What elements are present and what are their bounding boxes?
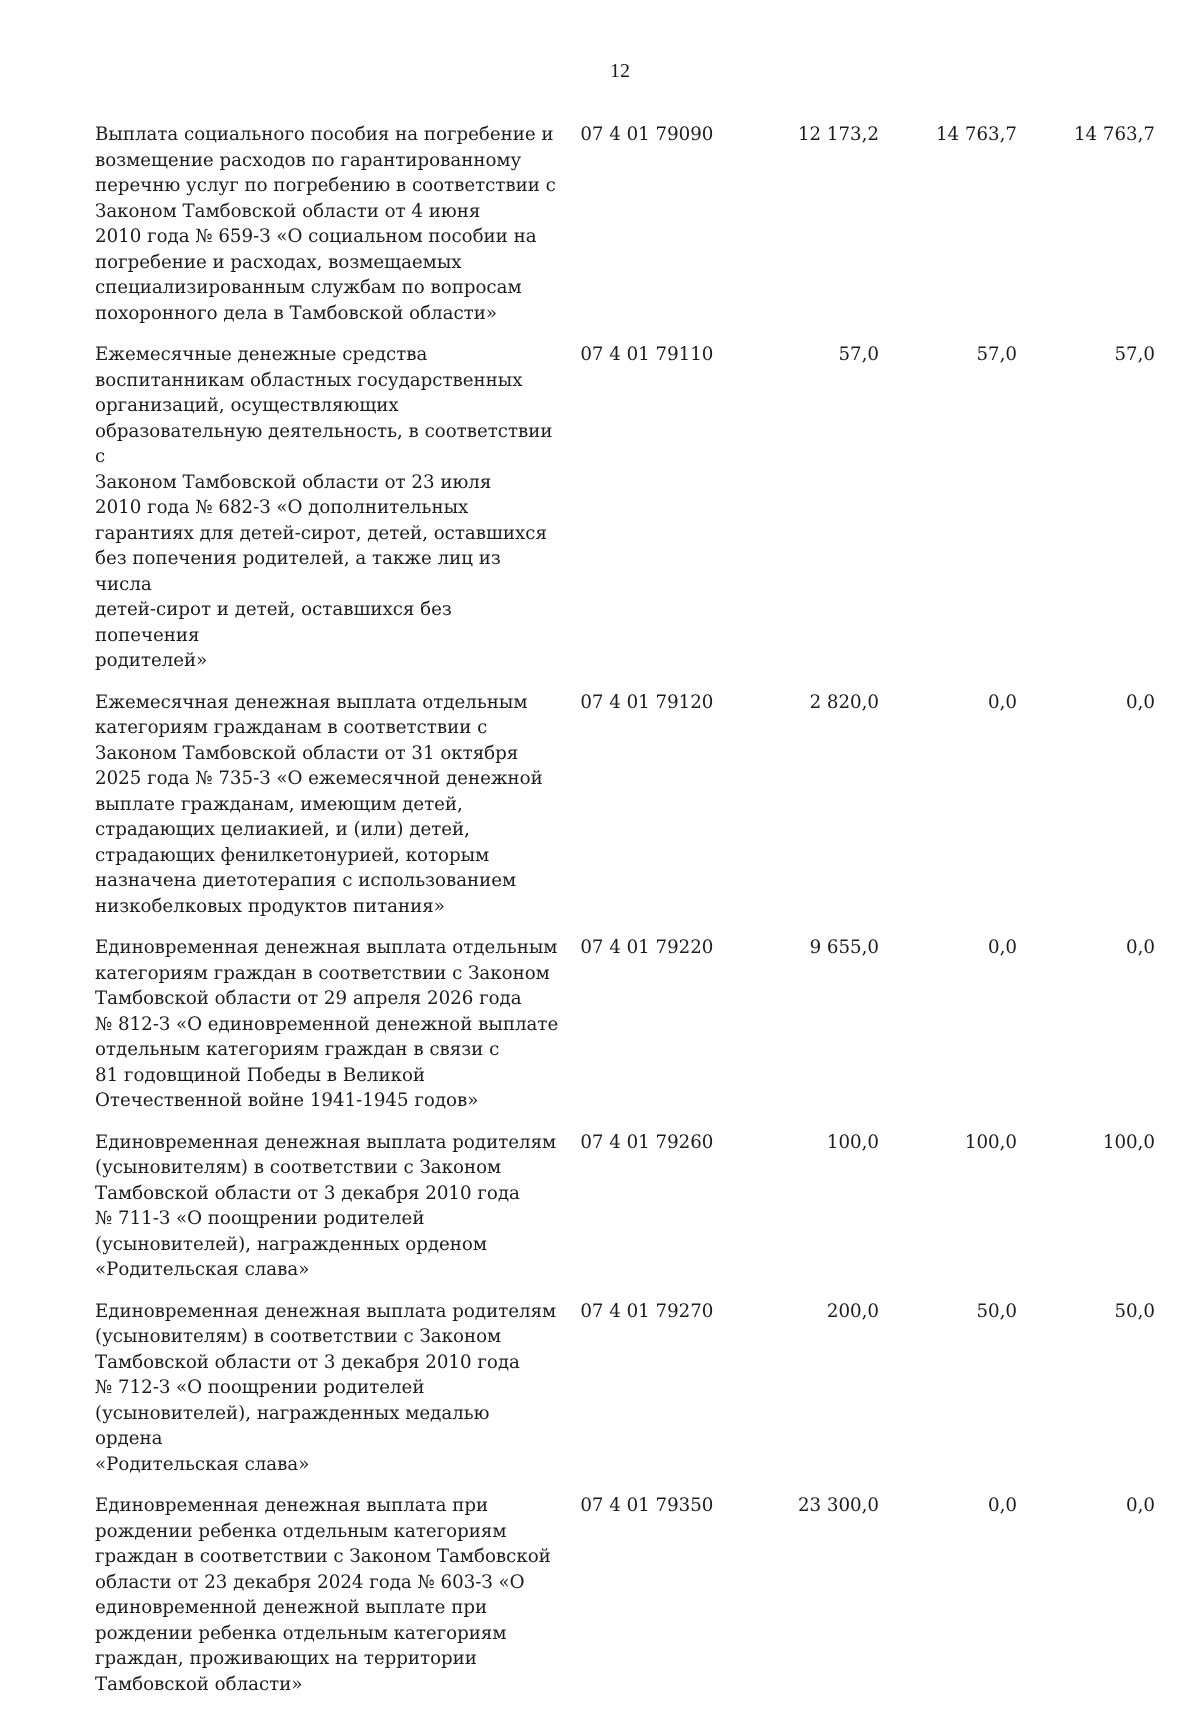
budget-table <box>95 122 1155 1713</box>
row-value-2: 0,0 <box>988 1495 1017 1516</box>
row-description: Ежемесячные денежные средства воспитанникам областных государственных организаций, осуществляющих образовательную деятельность, в соответствии с Законом Тамбовской области от 23 июля 2010 года № 682-З «О дополнительных гарантиях для детей-сирот, детей, оставшихся без попечения родителей, а также лиц из числа детей-сирот и детей, оставшихся без попечения родителей» <box>95 344 553 671</box>
table-row <box>95 342 1155 674</box>
row-value-2: 14 763,7 <box>935 124 1017 145</box>
row-value-2: 100,0 <box>964 1131 1017 1153</box>
row-value-1: 23 300,0 <box>797 1495 879 1516</box>
row-value-1: 9 655,0 <box>809 937 879 958</box>
row-code: 07 4 01 79120 <box>580 691 714 713</box>
row-value-3: 50,0 <box>1114 1300 1155 1322</box>
row-value-2: 57,0 <box>976 344 1017 365</box>
row-code: 07 4 01 79220 <box>580 937 714 958</box>
row-value-1: 12 173,2 <box>797 124 879 145</box>
row-code: 07 4 01 79270 <box>580 1300 714 1322</box>
row-code: 07 4 01 79260 <box>580 1131 714 1153</box>
table-row <box>95 1493 1155 1697</box>
row-code: 07 4 01 79090 <box>580 124 714 145</box>
table-row <box>95 690 1155 920</box>
row-value-3: 0,0 <box>1126 937 1155 958</box>
row-description: Единовременная денежная выплата отдельным категориям граждан в соответствии с Законом Тамбовской области от 29 апреля 2026 года № 812-З «О единовременной денежной выплате отдельным категориям граждан в связи с 81 годовщиной Победы в Великой Отечественной войне 1941-1945 годов» <box>95 937 559 1111</box>
row-value-3: 0,0 <box>1126 1495 1155 1516</box>
row-description: Единовременная денежная выплата родителям (усыновителям) в соответствии с Законом Тамбовской области от 3 декабря 2010 года № 711-З «О поощрении родителей (усыновителей), награжденных орденом «Родительская слава» <box>95 1131 557 1280</box>
row-value-1: 57,0 <box>838 344 879 365</box>
row-value-2: 50,0 <box>976 1300 1017 1322</box>
row-code: 07 4 01 79110 <box>580 344 714 365</box>
table-row <box>95 1130 1155 1283</box>
table-row <box>95 935 1155 1114</box>
row-value-1: 100,0 <box>826 1131 879 1153</box>
table-row <box>95 122 1155 326</box>
row-value-3: 0,0 <box>1126 691 1155 713</box>
row-description: Выплата социального пособия на погребение и возмещение расходов по гарантированному перечню услуг по погребению в соответствии с Законом Тамбовской области от 4 июня 2010 года № 659-З «О социальном пособии на погребение и расходах, возмещаемых специализированным службам по вопросам похоронного дела в Тамбовской области» <box>95 124 556 324</box>
row-description: Ежемесячная денежная выплата отдельным категориям гражданам в соответствии с Законом Тамбовской области от 31 октября 2025 года № 735-З «О ежемесячной денежной выплате гражданам, имеющим детей, страдающих целиакией, и (или) детей, страдающих фенилкетонурией, которым назначена диетотерапия с использованием низкобелковых продуктов питания» <box>95 691 543 917</box>
row-value-3: 57,0 <box>1114 344 1155 365</box>
row-value-1: 200,0 <box>826 1300 879 1322</box>
table-row <box>95 1299 1155 1478</box>
row-value-2: 0,0 <box>988 691 1017 713</box>
row-code: 07 4 01 79350 <box>580 1495 714 1516</box>
row-description: Единовременная денежная выплата при рождении ребенка отдельным категориям граждан в соответствии с Законом Тамбовской области от 23 декабря 2024 года № 603-З «О единовременной денежной выплате при рождении ребенка отдельным категориям граждан, проживающих на территории Тамбовской области» <box>95 1495 551 1695</box>
row-value-2: 0,0 <box>988 937 1017 958</box>
row-description: Единовременная денежная выплата родителям (усыновителям) в соответствии с Законом Тамбовской области от 3 декабря 2010 года № 712-З «О поощрении родителей (усыновителей), награжденных медалью ордена «Родительская слава» <box>95 1300 557 1475</box>
row-value-3: 100,0 <box>1102 1131 1155 1153</box>
page-number: 12 <box>610 60 630 82</box>
row-value-3: 14 763,7 <box>1073 124 1155 145</box>
row-value-1: 2 820,0 <box>809 691 879 713</box>
